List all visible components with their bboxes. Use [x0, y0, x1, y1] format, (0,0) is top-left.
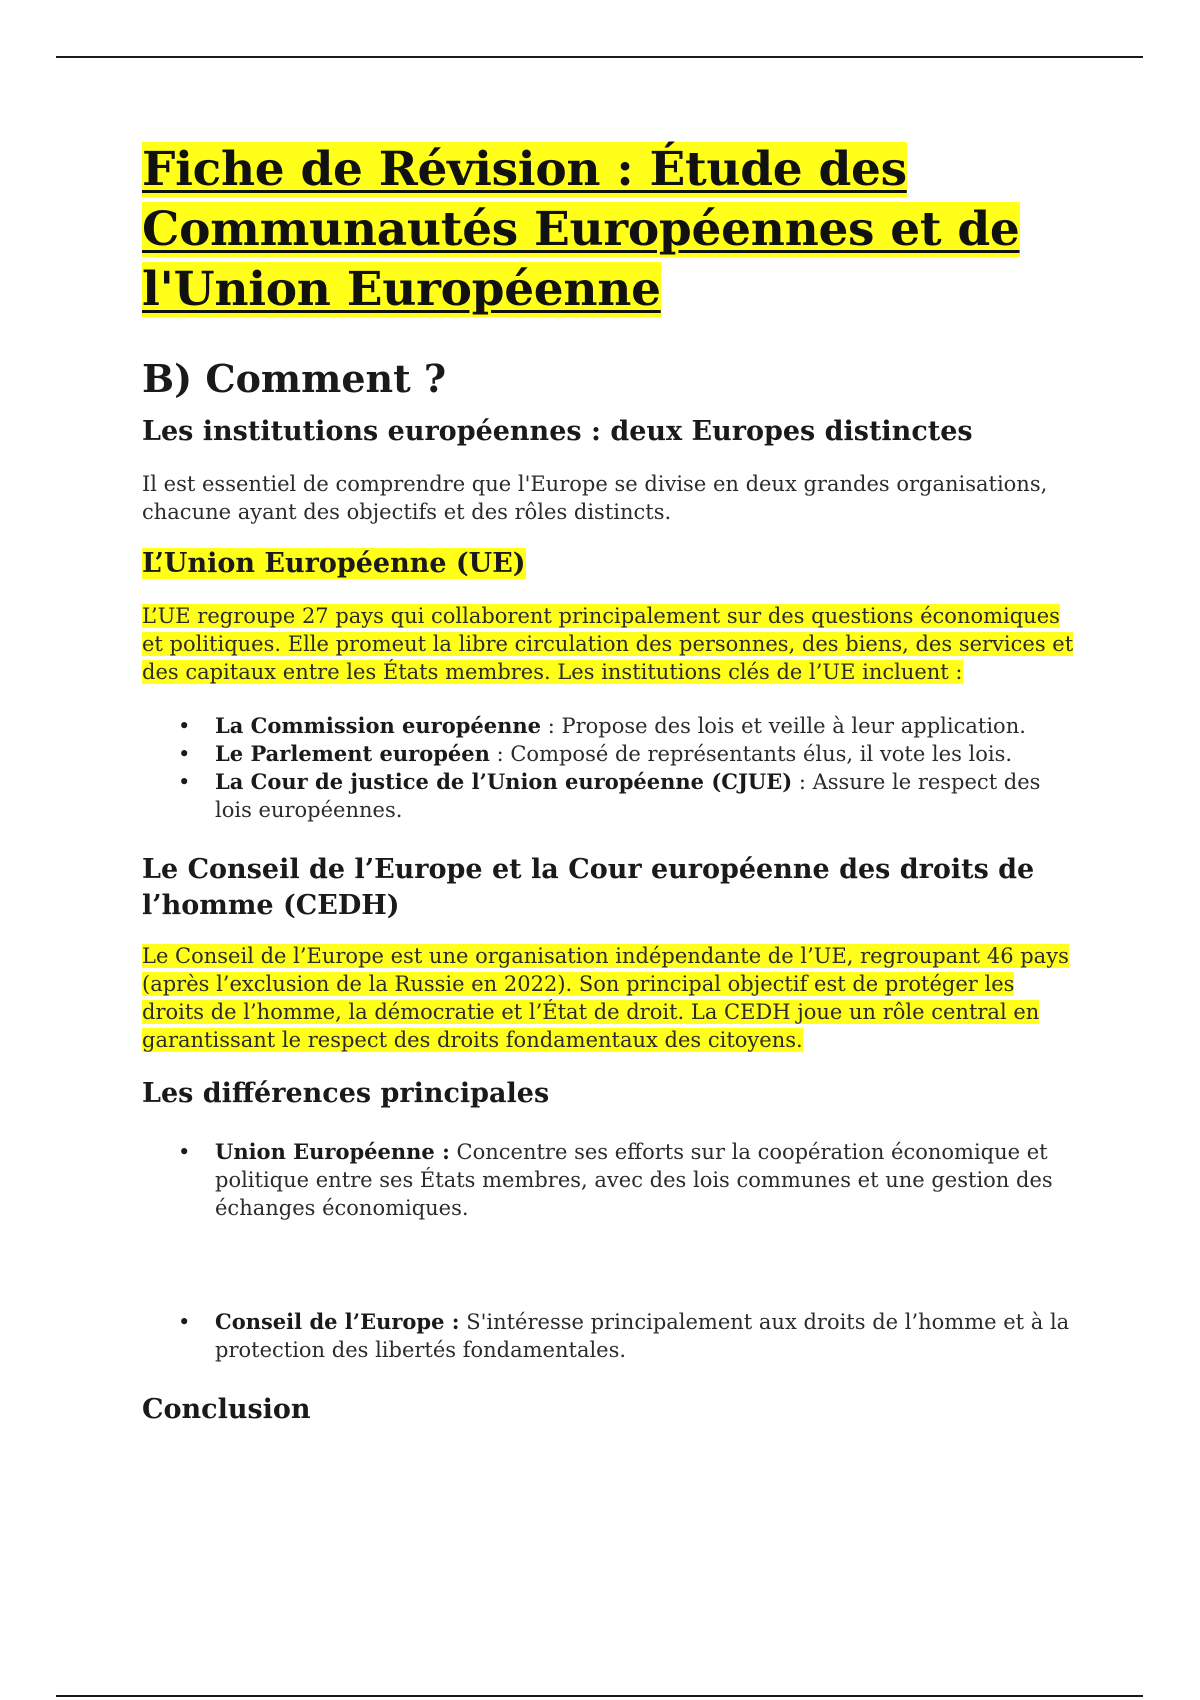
list-item-separator: : [489, 742, 511, 766]
ue-paragraph [142, 602, 1082, 686]
list-item [142, 712, 1082, 740]
list-item-description: S'intéresse principalement aux droits de l’homme et à la protection des libertés fondamentales. [215, 1310, 1070, 1362]
institutions-intro: Il est essentiel de comprendre que l'Europe se divise en deux grandes organisations, chacune ayant des objectifs et des rôles distincts. [142, 472, 1048, 524]
list-item-term: Conseil de l’Europe : [215, 1309, 460, 1334]
document-body [142, 140, 1082, 1428]
ue-paragraph-text: L’UE regroupe 27 pays qui collaborent principalement sur des questions économiques et politiques. Elle promeut la libre circulation des personnes, des biens, des services et des capitaux entre les États membres. Les institutions clés de l’UE incluent : [142, 604, 1074, 684]
list-item-term: La Cour de justice de l’Union européenne (CJUE) [215, 769, 793, 794]
differences-list-ue [142, 1138, 1082, 1222]
differences-list-coe [142, 1308, 1082, 1364]
list-item-description: Composé de représentants élus, il vote les lois. [510, 742, 1013, 766]
coe-heading: Le Conseil de l’Europe et la Cour européenne des droits de l’homme (CEDH) [142, 854, 1035, 921]
list-item-separator: : [792, 770, 813, 794]
differences-heading: Les différences principales [142, 1078, 550, 1109]
ue-heading-text: L’Union Européenne (UE) [142, 548, 526, 579]
list-item [142, 1138, 1082, 1222]
coe-paragraph [142, 942, 1082, 1054]
list-item-description: Assure le respect des lois européennes. [215, 770, 1041, 822]
conclusion-heading: Conclusion [142, 1394, 311, 1425]
document-title [142, 140, 1082, 320]
list-item [142, 768, 1082, 824]
list-item [142, 740, 1082, 768]
list-item-separator: : [541, 714, 562, 738]
list-item-description: Propose des lois et veille à leur application. [561, 714, 1026, 738]
document-title-text: Fiche de Révision : Étude des Communautés Européennes et de l'Union Européenne [142, 142, 1020, 317]
list-item-description: Concentre ses efforts sur la coopération économique et politique entre ses États membres, avec des lois communes et une gestion des échanges économiques. [215, 1140, 1053, 1220]
list-item-term: Le Parlement européen [215, 741, 490, 766]
ue-institutions-list [142, 712, 1082, 824]
list-item-term: La Commission européenne [215, 713, 542, 738]
list-item-term: Union Européenne : [215, 1139, 450, 1164]
coe-paragraph-text: Le Conseil de l’Europe est une organisation indépendante de l’UE, regroupant 46 pays (après l’exclusion de la Russie en 2022). Son principal objectif est de protéger les droits de l’homme, la démocratie et l’État de droit. La CEDH joue un rôle central en garantissant le respect des droits fondamentaux des citoyens. [142, 944, 1069, 1052]
bottom-rule [56, 1695, 1143, 1697]
ue-heading [142, 546, 1082, 582]
top-rule [56, 56, 1143, 58]
list-item [142, 1308, 1082, 1364]
section-heading: B) Comment ? [142, 356, 447, 401]
institutions-heading: Les institutions européennes : deux Europes distinctes [142, 416, 973, 447]
